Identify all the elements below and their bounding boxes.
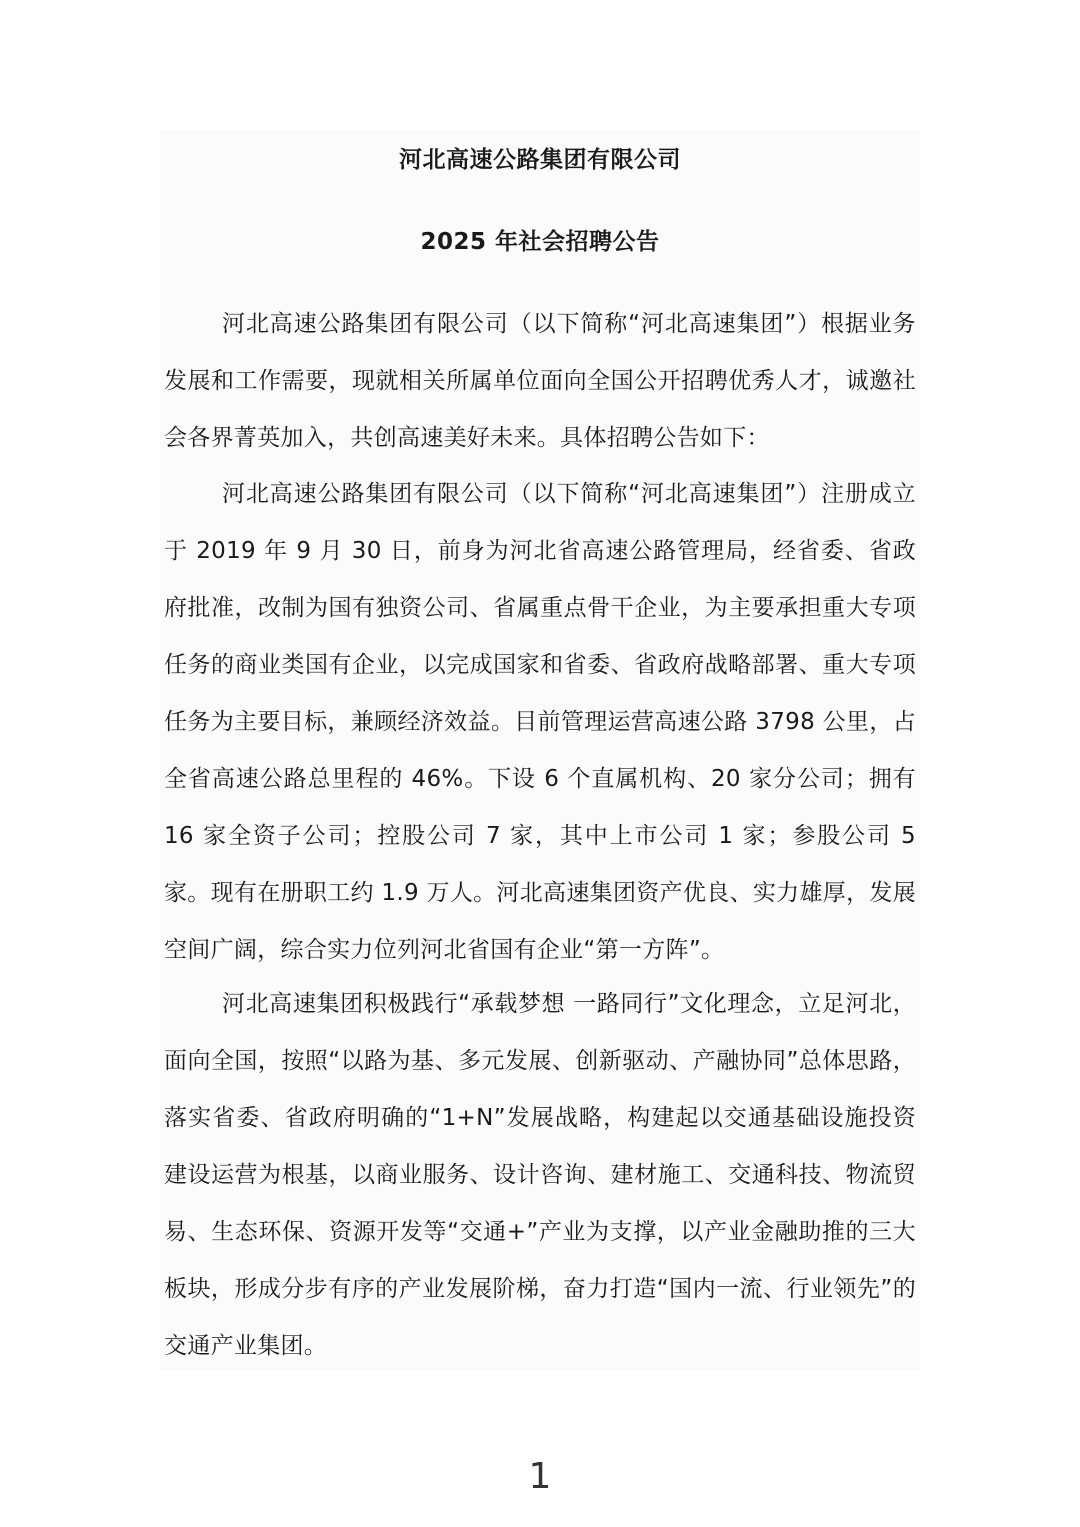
document-subtitle: 2025 年社会招聘公告 (420, 229, 660, 255)
document-title: 河北高速公路集团有限公司 (399, 147, 681, 173)
paragraph-company-profile: 河北高速公路集团有限公司（以下简称“河北高速集团”）注册成立于 2019 年 9 月 30 日，前身为河北省高速公路管理局，经省委、省政府批准，改制为国有独资公司、省属重点骨干企业，为主要承担重大专项任务的商业类国有企业，以完成国家和省委、省政府战略部署、重大专项任务为主要目标，兼顾经济效益。目前管理运营高速公路 3798 公里，占全省高速公路总里程的 46%。下设 6 个直属机构、20 家分公司；拥有 16 家全资子公司；控股公司 7 家，其中上市公司 1 家；参股公司 5 家。现有在册职工约 1.9 万人。河北高速集团资产优良、实力雄厚，发展空间广阔，综合实力位列河北省国有企业“第一方阵”。 (164, 481, 916, 963)
paragraph-intro: 河北高速公路集团有限公司（以下简称“河北高速集团”）根据业务发展和工作需要，现就相关所属单位面向全国公开招聘优秀人才，诚邀社会各界菁英加入，共创高速美好未来。具体招聘公告如下： (164, 311, 916, 451)
page-number: 1 (528, 1456, 552, 1497)
paragraph-company-strategy: 河北高速集团积极践行“承载梦想 一路同行”文化理念，立足河北，面向全国，按照“以路为基、多元发展、创新驱动、产融协同”总体思路，落实省委、省政府明确的“1+N”发展战略，构建起以交通基础设施投资建设运营为根基，以商业服务、设计咨询、建材施工、交通科技、物流贸易、生态环保、资源开发等“交通+”产业为支撑，以产业金融助推的三大板块，形成分步有序的产业发展阶梯，奋力打造“国内一流、行业领先”的交通产业集团。 (164, 991, 916, 1359)
